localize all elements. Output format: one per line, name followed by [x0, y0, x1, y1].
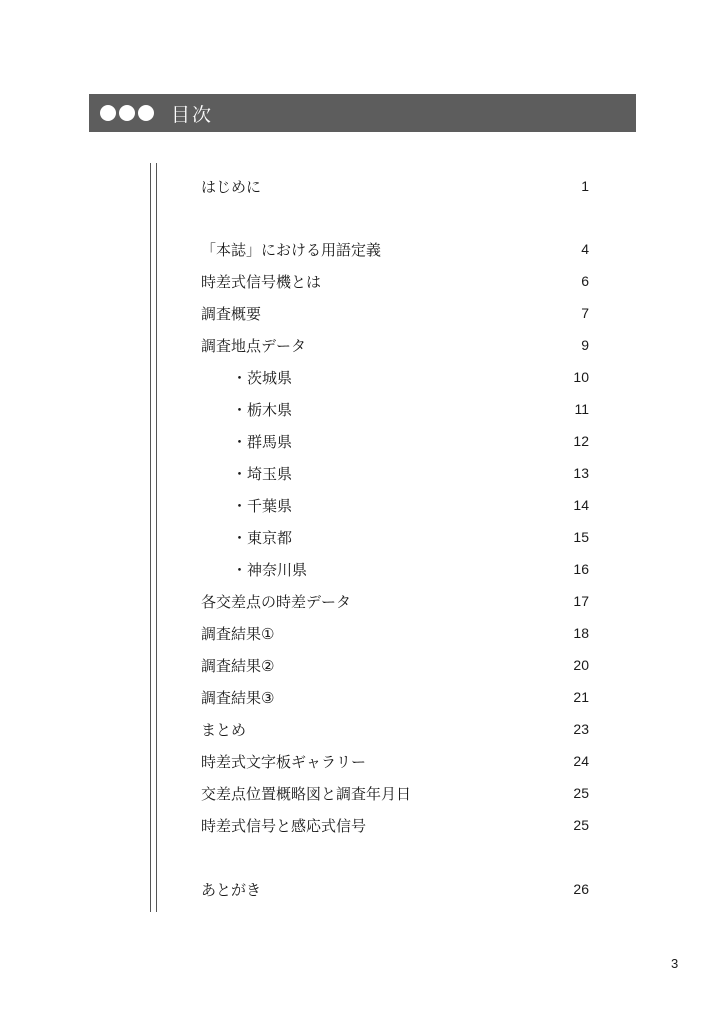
- toc-label: 調査結果②: [201, 656, 275, 675]
- toc-entry[interactable]: [232, 494, 589, 516]
- toc-entry[interactable]: [201, 814, 589, 836]
- toc-label: 「本誌」における用語定義: [201, 240, 382, 259]
- toc-label: まとめ: [201, 720, 247, 739]
- toc-page: 16: [573, 561, 589, 577]
- toc-entry[interactable]: [232, 462, 589, 484]
- toc-entry[interactable]: [201, 750, 589, 772]
- toc-page: 25: [573, 785, 589, 801]
- toc-page: 6: [581, 273, 589, 289]
- toc-label: 各交差点の時差データ: [201, 592, 352, 611]
- toc-page: 15: [573, 529, 589, 545]
- toc-label: ・神奈川県: [232, 560, 308, 579]
- toc-page: 20: [573, 657, 589, 673]
- toc-page: 10: [573, 369, 589, 385]
- toc-label: はじめに: [201, 177, 262, 196]
- toc-entry[interactable]: [201, 654, 589, 676]
- toc-page: 24: [573, 753, 589, 769]
- toc-page: 13: [573, 465, 589, 481]
- toc-page: 4: [581, 241, 589, 257]
- toc-entry[interactable]: [201, 270, 589, 292]
- toc-page: 23: [573, 721, 589, 737]
- toc-label: ・栃木県: [232, 400, 293, 419]
- toc-page: 26: [573, 881, 589, 897]
- toc-entry[interactable]: [201, 175, 589, 197]
- toc-page: 25: [573, 817, 589, 833]
- toc-label: 時差式文字板ギャラリー: [201, 752, 367, 771]
- toc-entry[interactable]: [232, 430, 589, 452]
- toc-entry[interactable]: [201, 718, 589, 740]
- toc-label: 時差式信号と感応式信号: [201, 816, 367, 835]
- toc-label: 時差式信号機とは: [201, 272, 322, 291]
- toc-entry[interactable]: [232, 526, 589, 548]
- toc-label: 調査地点データ: [201, 336, 307, 355]
- toc-label: あとがき: [201, 880, 262, 899]
- toc-label: ・東京都: [232, 528, 293, 547]
- page-title: 目次: [171, 103, 214, 126]
- toc-entry[interactable]: [201, 782, 589, 804]
- toc-label: ・群馬県: [232, 432, 293, 451]
- toc-entry[interactable]: [201, 238, 589, 260]
- toc-entry[interactable]: [232, 558, 589, 580]
- toc-label: 交差点位置概略図と調査年月日: [201, 784, 412, 803]
- toc-label: ・茨城県: [232, 368, 293, 387]
- toc-label: 調査概要: [201, 304, 262, 323]
- toc-page: 11: [574, 401, 589, 417]
- toc-page: 17: [573, 593, 589, 609]
- toc-label: ・千葉県: [232, 496, 293, 515]
- toc-page: 12: [573, 433, 589, 449]
- toc-entry[interactable]: [201, 686, 589, 708]
- toc-entry[interactable]: [201, 622, 589, 644]
- toc-page: 7: [581, 305, 589, 321]
- toc-page: 9: [581, 337, 589, 353]
- toc-entry[interactable]: [201, 878, 589, 900]
- toc-page: 21: [573, 689, 589, 705]
- toc-entry[interactable]: [201, 590, 589, 612]
- toc-entry[interactable]: [232, 366, 589, 388]
- toc-entry[interactable]: [201, 302, 589, 324]
- toc-label: 調査結果①: [201, 624, 275, 643]
- toc-page: 14: [573, 497, 589, 513]
- toc-label: 調査結果③: [201, 688, 275, 707]
- toc-label: ・埼玉県: [232, 464, 293, 483]
- toc-entry[interactable]: [232, 398, 589, 420]
- toc-entry[interactable]: [201, 334, 589, 356]
- page-number: 3: [671, 956, 679, 971]
- toc-page: 1: [581, 178, 589, 194]
- toc-page: 18: [573, 625, 589, 641]
